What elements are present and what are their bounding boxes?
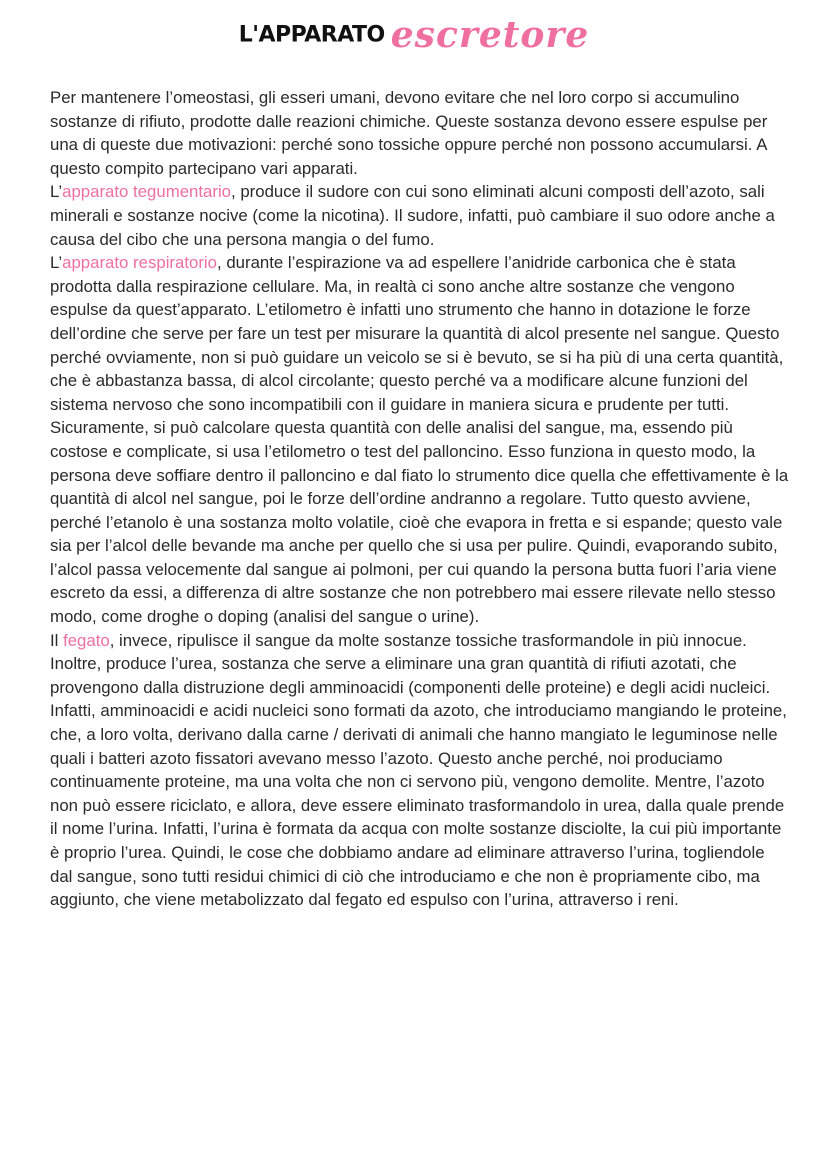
paragraph-prefix: L’: [50, 253, 63, 273]
paragraph-prefix: Il: [50, 630, 64, 650]
highlight-term-tegumentario: apparato tegumentario: [62, 182, 232, 202]
document-body: [50, 86, 790, 912]
title-script: escretore: [390, 14, 590, 56]
paragraph-text: Per mantenere l’omeostasi, gli esseri umani, devono evitare che nel loro corpo si accumulino sostanze di rifiuto, prodotte dalle reazioni chimiche. Queste sostanza devono essere espulse per una di queste due motivazioni: perché sono tossiche oppure perché non possono accumularsi. A questo compito partecipano vari apparati.: [50, 88, 768, 178]
paragraph-text: , produce il sudore con cui sono eliminati alcuni composti dell’azoto, sali minerali e sostanze nocive (come la nicotina). Il sudore, infatti, può cambiare il suo odore anche a causa del cibo che una persona mangia o del fumo.: [50, 182, 775, 249]
paragraph-tegumentario: [50, 180, 790, 251]
paragraph-text: , invece, ripulisce il sangue da molte sostanze tossiche trasformandole in più innocue. Inoltre, produce l’urea, sostanza che serve a eliminare una gran quantità di rifiuti azotati, che provengono dalla distruzione degli amminoacidi (componenti delle proteine) e degli acidi nucleici. Infatti, amminoacidi e acidi nucleici sono formati da azoto, che introduciamo mangiando le proteine, che, a loro volta, derivano dalla carne / derivati di animali che hanno mangiato le leguminose nelle quali i batteri azoto fissatori avevano messo l’azoto. Questo anche perché, noi produciamo continuamente proteine, ma una volta che non ci servono più, vengono demolite. Mentre, l’azoto non può essere riciclato, e allora, deve essere eliminato trasformandolo in urea, dalla quale prende il nome l’urina. Infatti, l’urina è formata da acqua con molte sostanze disciolte, la cui più importante è proprio l’urea. Quindi, le cose che dobbiamo andare ad eliminare attraverso l’urina, togliendole dal sangue, sono tutti residui chimici di ciò che introduciamo e che non è propriamente cibo, ma aggiunto, che viene metabolizzato dal fegato ed espulso con l’urina, attraverso i reni.: [50, 630, 787, 910]
paragraph-intro: [50, 86, 790, 180]
page-title: [0, 14, 828, 56]
title-main: L'APPARATO: [238, 22, 385, 48]
highlight-term-respiratorio: apparato respiratorio: [62, 253, 217, 273]
paragraph-prefix: L’: [50, 182, 63, 202]
highlight-term-fegato: fegato: [63, 630, 110, 650]
paragraph-text: , durante l’espirazione va ad espellere l’anidride carbonica che è stata prodotta dalla respirazione cellulare. Ma, in realtà ci sono anche altre sostanze che vengono espulse da quest’apparato. L’etilometro è infatti uno strumento che hanno in dotazione le forze dell’ordine che serve per fare un test per misurare la quantità di alcol presente nel sangue. Questo perché ovviamente, non si può guidare un veicolo se si è bevuto, se si ha più di una certa quantità, che è abbastanza bassa, di alcol circolante; questo perché va a modificare alcune funzioni del sistema nervoso che sono incompatibili con il guidare in maniera sicura e prudente per tutti. Sicuramente, si può calcolare questa quantità con delle analisi del sangue, ma, essendo più costose e complicate, si usa l’etilometro o test del palloncino. Esso funziona in questo modo, la persona deve soffiare dentro il palloncino e dal fiato lo strumento dice quella che effettivamente è la quantità di alcol nel sangue, poi le forze dell’ordine andranno a regolare. Tutto questo avviene, perché l’etanolo è una sostanza molto volatile, cioè che evapora in fretta e si espande; questo vale sia per l’alcol delle bevande ma anche per quello che si usa per pulire. Quindi, evaporando subito, l’alcol passa velocemente dal sangue ai polmoni, per cui quando la persona butta fuori l’aria viene escreto da essi, a differenza di altre sostanze che non potrebbero mai essere rilevate nello stesso modo, come droghe o doping (analisi del sangue o urine).: [50, 253, 789, 627]
paragraph-respiratorio: [50, 251, 790, 629]
paragraph-fegato: [50, 629, 790, 912]
